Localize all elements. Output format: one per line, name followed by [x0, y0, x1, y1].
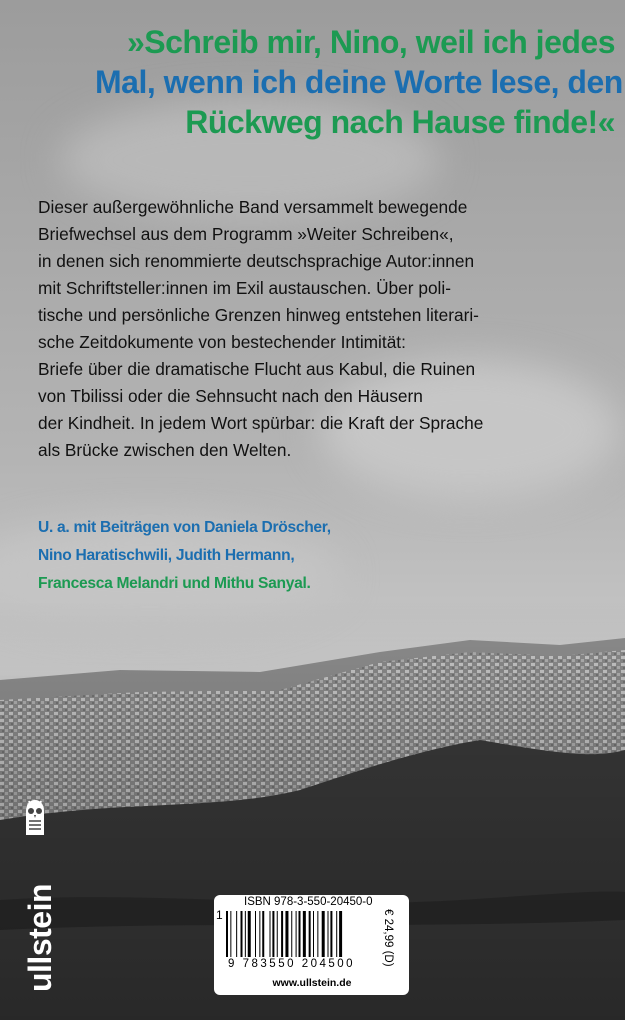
barcode-addon-digit: 1 [216, 908, 223, 922]
barcode-left-digits: 783550 [242, 958, 296, 970]
contributors-line: Francesca Melandri und Mithu Sanyal. [38, 575, 311, 592]
barcode-bar [259, 911, 260, 957]
contributors-text [38, 514, 598, 598]
barcode-bar [309, 911, 311, 957]
blurb-line: Dieser außergewöhnliche Band versammelt bewegende [38, 197, 468, 217]
barcode-bar [317, 911, 318, 957]
website-strip [252, 976, 372, 992]
barcode-bar [277, 911, 278, 957]
barcode-bar [303, 911, 306, 957]
blurb-line: der Kindheit. In jedem Wort spürbar: die Kraft der Sprache [38, 413, 484, 433]
barcode-bar [272, 911, 274, 957]
barcode-bar [328, 911, 329, 957]
barcode-digits [228, 958, 355, 970]
quote-line: Mal, wenn ich deine Worte lese, den [95, 64, 623, 100]
barcode-bar [262, 911, 264, 957]
contributors-line: Nino Haratischwili, Judith Hermann, [38, 547, 295, 564]
barcode-bar [236, 911, 237, 957]
barcode-bar [248, 911, 251, 957]
blurb-line: in denen sich renommierte deutschsprachige Autor:innen [38, 251, 475, 271]
blurb-line: Briefe über die dramatische Flucht aus Kabul, die Ruinen [38, 359, 476, 379]
quote-line: »Schreib mir, Nino, weil ich jedes [126, 24, 615, 60]
blurb-line: mit Schriftsteller:innen im Exil austauschen. Über poli- [38, 278, 451, 298]
barcode-bar [241, 911, 243, 957]
barcode-bar [339, 911, 342, 957]
blurb-line: als Brücke zwischen den Welten. [38, 440, 292, 460]
isbn-text: ISBN 978-3-550-20450-0 [244, 896, 373, 908]
blurb-line: sche Zeitdokumente von bestechender Intimität: [38, 332, 406, 352]
barcode-bar [296, 911, 297, 957]
blurb-line: von Tbilissi oder die Sehnsucht nach den Häusern [38, 386, 423, 406]
publisher-logo: ullstein [22, 883, 58, 992]
barcode-bar [285, 911, 288, 957]
barcode-bar [291, 911, 292, 957]
cover-quote [95, 22, 623, 142]
barcode-bar [322, 911, 325, 957]
blurb-line: tische und persönliche Grenzen hinweg entstehen literari- [38, 305, 479, 325]
website-url: www.ullstein.de [272, 977, 352, 989]
barcode-bar [330, 911, 332, 957]
price-label: € 24,99 (D) [382, 909, 394, 967]
blurb-text [38, 194, 598, 464]
contributors-line: U. a. mit Beiträgen von Daniela Dröscher, [38, 519, 331, 536]
barcode-bar [245, 911, 246, 957]
barcode-bar [255, 911, 256, 957]
barcode-right-digits: 204500 [301, 958, 356, 970]
barcode [224, 911, 384, 961]
barcode-bar [299, 911, 301, 957]
barcode-bar [313, 911, 314, 957]
barcode-bar [270, 911, 271, 957]
barcode-bar [281, 911, 283, 957]
barcode-bar [226, 911, 228, 957]
quote-line: Rückweg nach Hause finde!« [185, 104, 615, 140]
barcode-first-digit: 9 [228, 958, 237, 970]
blurb-line: Briefwechsel aus dem Programm »Weiter Schreiben«, [38, 224, 454, 244]
owl-icon [20, 797, 50, 837]
barcode-bar [230, 911, 231, 957]
barcode-bar [336, 911, 337, 957]
